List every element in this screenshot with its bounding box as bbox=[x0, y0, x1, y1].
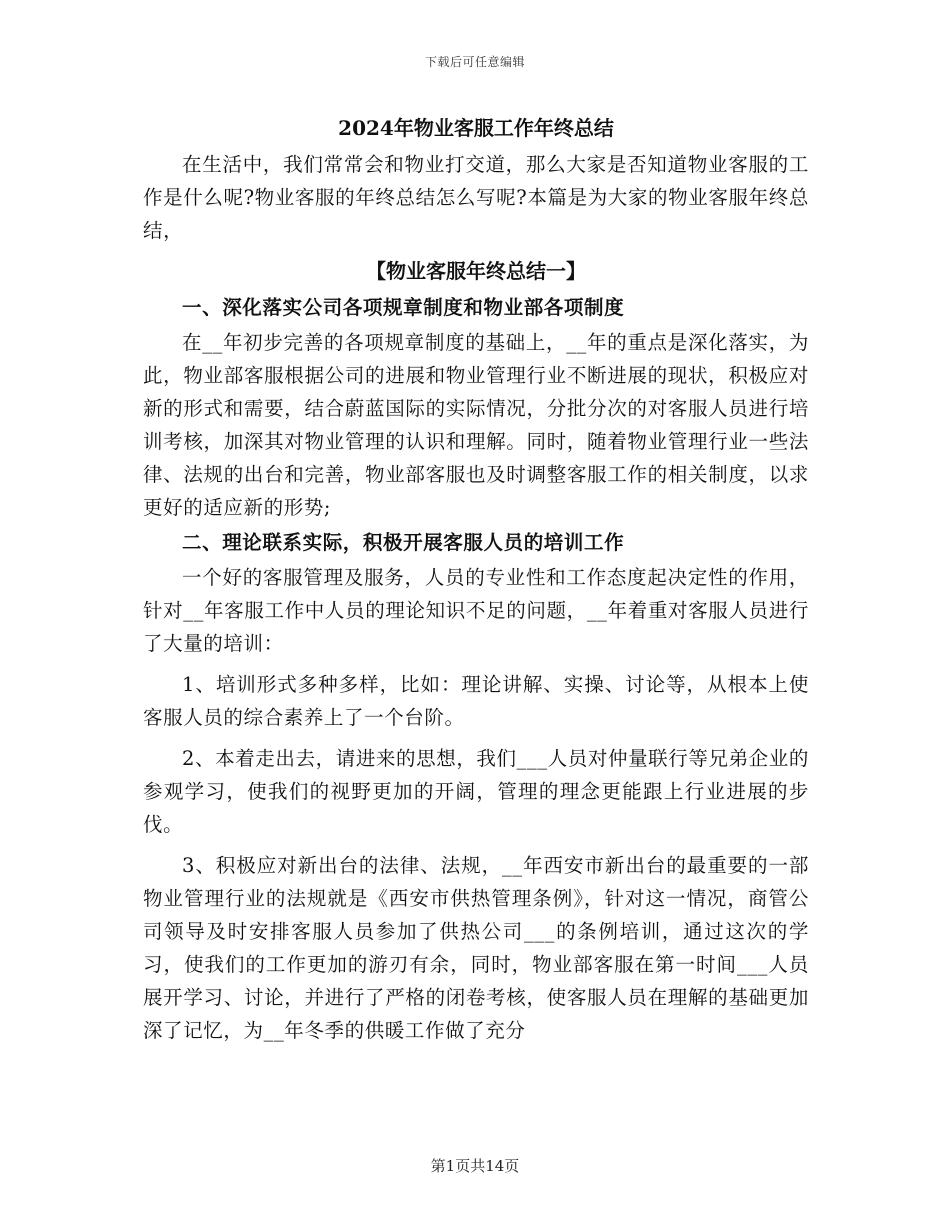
header-note: 下载后可任意编辑 bbox=[424, 55, 525, 69]
list-item-3: 3、积极应对新出台的法律、法规，__年西安市新出台的最重要的一部物业管理行业的法规就是《西安市供热管理条例》，针对这一情况，商管公司领导及时安排客服人员参加了供热公司___的条例培训，通过这次的学习，使我们的工作更加的游刃有余，同时，物业部客服在第一时间___人员展开学习、讨论，并进行了严格的闭卷考核，使客服人员在理解的基础更加深了记忆，为__年冬季的供暖工作做了充分 bbox=[143, 854, 809, 1042]
document-body bbox=[143, 112, 809, 1047]
paragraph-2: 一个好的客服管理及服务，人员的专业性和工作态度起决定性的作用，针对__年客服工作中人员的理论知识不足的问题，__年着重对客服人员进行了大量的培训： bbox=[143, 566, 809, 655]
intro-paragraph: 在生活中，我们常常会和物业打交道，那么大家是否知道物业客服的工作是什么呢?物业客服的年终总结怎么写呢?本篇是为大家的物业客服年终总结， bbox=[143, 153, 809, 242]
paragraph-1: 在__年初步完善的各项规章制度的基础上，__年的重点是深化落实，为此，物业部客服根据公司的进展和物业管理行业不断进展的现状，积极应对新的形式和需要，结合蔚蓝国际的实际情况，分批分次的对客服人员进行培训考核，加深其对物业管理的认识和理解。同时，随着物业管理行业一些法律、法规的出台和完善，物业部客服也及时调整客服工作的相关制度，以求更好的适应新的形势; bbox=[143, 331, 809, 519]
heading-2: 二、理论联系实际，积极开展客服人员的培训工作 bbox=[182, 531, 625, 554]
section-title: 【物业客服年终总结一】 bbox=[366, 259, 586, 283]
list-item-1: 1、培训形式多种多样，比如：理论讲解、实操、讨论等，从根本上使客服人员的综合素养上了一个台阶。 bbox=[143, 673, 809, 729]
list-item-2: 2、本着走出去，请进来的思想，我们___人员对仲量联行等兄弟企业的参观学习，使我们的视野更加的开阔，管理的理念更能跟上行业进展的步伐。 bbox=[143, 747, 809, 836]
page-footer: 第1页共14页 bbox=[430, 1157, 520, 1175]
document-title: 2024年物业客服工作年终总结 bbox=[338, 116, 614, 140]
heading-1: 一、深化落实公司各项规章制度和物业部各项制度 bbox=[182, 296, 625, 319]
